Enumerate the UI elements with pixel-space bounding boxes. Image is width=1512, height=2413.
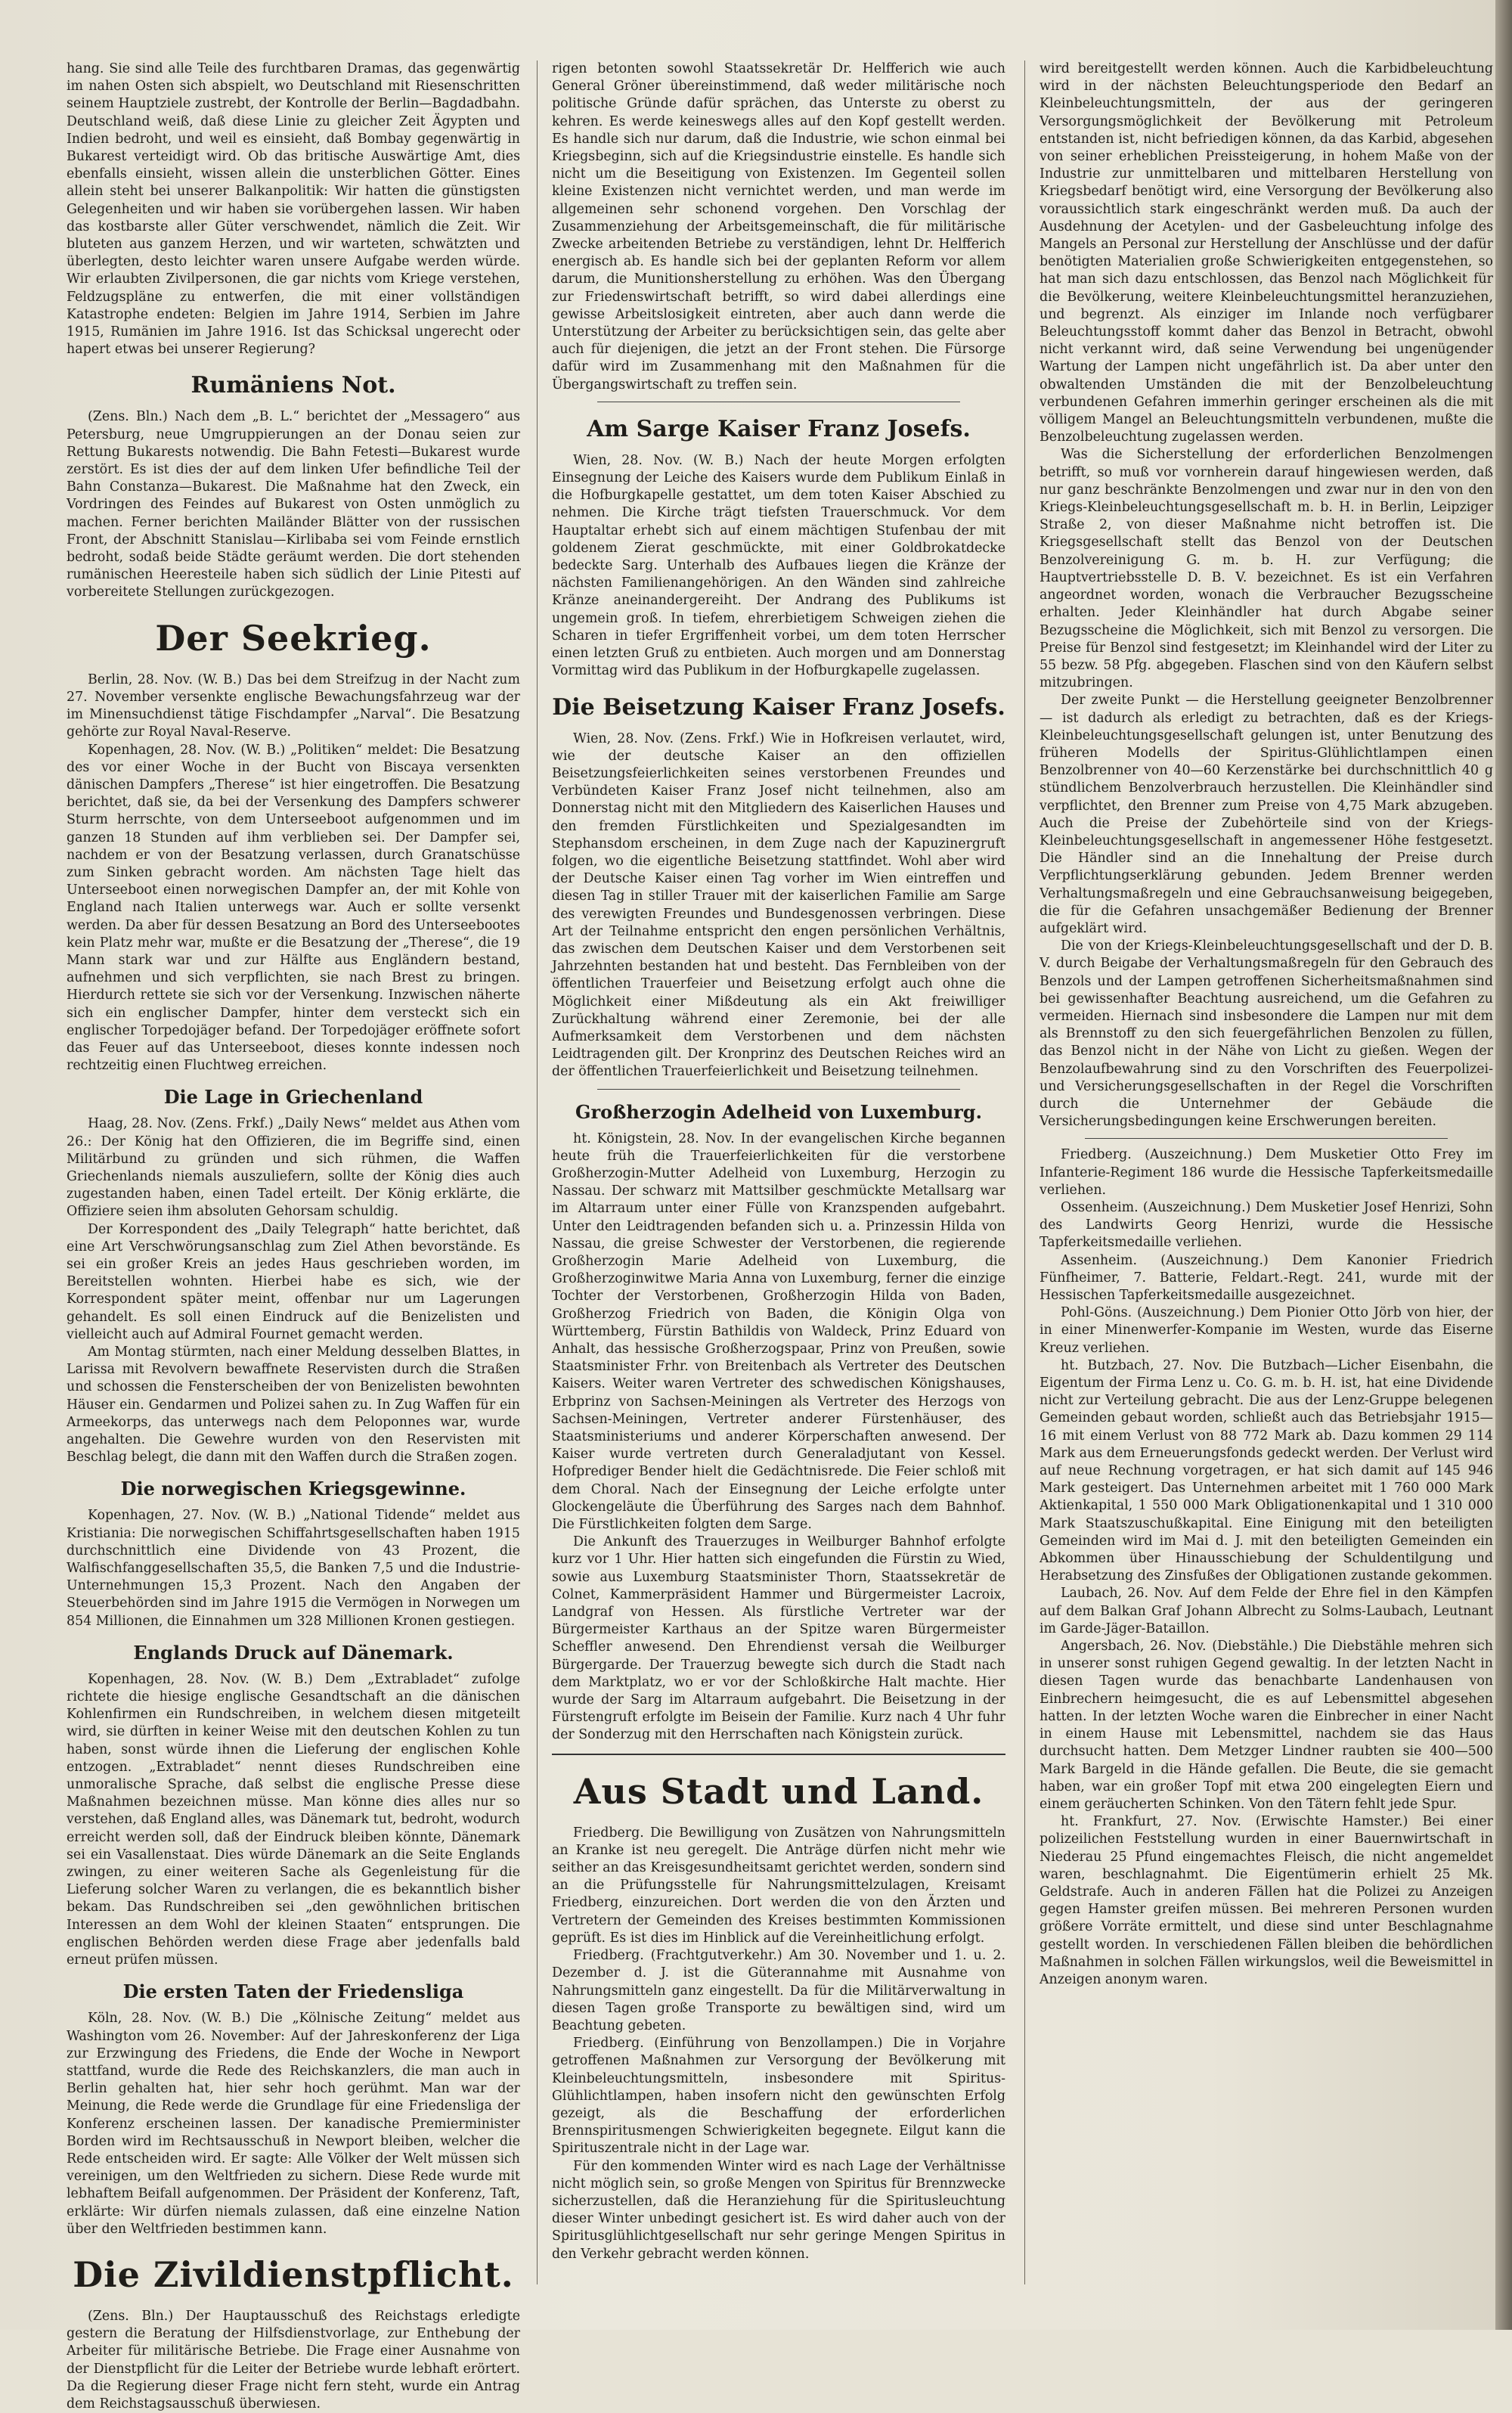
article-text: Wien, 28. Nov. (Zens. Frkf.) Wie in Hofkreisen verlautet, wird, wie der deutsche Kaiser an den offiziellen Beisetzungsfeierlichkeiten seines verstorbenen Freundes und Verbündeten Kaiser Franz Josef nicht teilnehmen, also am Donnerstag nicht mit den Mitgliedern des Kaiserlichen Hauses und den fremden Fürstlichkeiten und Spezialgesandten im Stephansdom erscheinen, in dem Zuge nach der Kapuzinergruft folgen, wo die eigentliche Beisetzung stattfindet. Wohl aber wird der Deutsche Kaiser einen Tag vorher im Wien eintreffen und diesen Tag in stiller Trauer mit der kaiserlichen Familie am Sarge des verewigten Freundes und Bundesgenossen verbringen. Diese Art der Teilnahme entspricht den engen persönlichen Verhältnis, das zwischen dem Deutschen Kaiser und dem Verstorbenen seit Jahrzehnten bestanden hat und besteht. Das Fernbleiben von der öffentlichen Trauerfeier und Beisetzung erfolgt auch ohne die Möglichkeit einer Mißdeutung als ein Akt freiwilliger Zurückhaltung während einer Zeremonie, bei der alle Aufmerksamkeit dem Verstorbenen und dem nächsten Leidtragenden gilt. Der Kronprinz des Deutschen Reiches wird an der öffentlichen Trauerfeierlichkeit und Beisetzung teilnehmen. <box>552 730 1005 1080</box>
article-text: ht. Königstein, 28. Nov. In der evangelischen Kirche begannen heute früh die Trauerfeierlichkeiten für die verstorbene Großherzogin-Mutter Adelheid von Luxemburg, Herzogin zu Nassau. Der schwarz mit Mattsilber geschmückte Metallsarg war im Altarraum unter einer Fülle von Kranzspenden aufgebahrt. Unter den Leidtragenden befanden sich u. a. Prinzessin Hilda von Nassau, die greise Schwester der Verstorbenen, die regierende Großherzogin Marie Adelheid von Luxemburg, die Großherzoginwitwe Maria Anna von Luxemburg, ferner die einzige Tochter der Verstorbenen, Großherzogin Hilda von Baden, Großherzog Friedrich von Baden, die Königin Olga von Württemberg, Fürstin Bathildis von Waldeck, Prinz Eduard von Anhalt, das hessische Großherzogspaar, Prinz von Preußen, sowie Staatsminister Frhr. von Breitenbach als Vertreter des Deutschen Kaisers. Weiter waren Vertreter des schwedischen Königshauses, Erbprinz von Sachsen-Meiningen als Vertreter des Herzogs von Sachsen-Meiningen, Vertreter anderer Fürstenhäuser, des Staatsministeriums und anderer Körperschaften anwesend. Der Kaiser wurde vertreten durch Generaladjutant von Kessel. Hofprediger Bender hielt die Gedächtnisrede. Die Feier schloß mit dem Choral. Nach der Einsegnung der Leiche erfolgte unter Glockengeläute die Überführung des Sarges nach dem Bahnhof. Die Fürstlichkeiten folgten dem Sarge. <box>552 1131 1005 1533</box>
divider <box>597 1089 960 1090</box>
column-rule-left <box>537 60 538 2284</box>
local-news-item: Assenheim. (Auszeichnung.) Dem Kanonier Friedrich Fünfheimer, 7. Batterie, Feldart.-Regt. 241, wurde mit der Hessischen Tapferkeitsmedaille ausgezeichnet. <box>1040 1252 1493 1304</box>
article-text: Der zweite Punkt — die Herstellung geeigneter Benzolbrenner — ist dadurch als erledigt zu betrachten, daß es der Kriegs-Kleinbeleuchtungsgesellschaft gelungen ist, unter Benutzung des früheren Modells der Spiritus-Glühlichtlampen einen Benzolbrenner von 40—60 Kerzenstärke bei durchschnittlich 40 g stündlichem Benzolverbrauch herzustellen. Die Kleinhändler sind verpflichtet, den Brenner zum Preise von 4,75 Mark abzugeben. Auch die Preise der Zubehörteile sind von der Kriegs-Kleinbeleuchtungsgesellschaft in angemessener Höhe festgesetzt. Die Händler sind an die Innehaltung der Preise durch Verpflichtungserklärung gebunden. Jedem Brenner werden Verhaltungsmaßregeln und eine Gebrauchsanweisung beigegeben, die für die Gefahren unsachgemäßer Bedienung der Brenner aufgeklärt wird. <box>1040 693 1493 936</box>
divider <box>1085 1138 1448 1139</box>
article-text: Für den kommenden Winter wird es nach Lage der Verhältnisse nicht möglich sein, so große Mengen von Spiritus für Brennzwecke sicherzustellen, daß die Heranziehung für die Spiritusleuchtung dieser Winter unbedingt gesichert ist. Es wird daher auch von der Spiritusglühlichtgesellschaft nur sehr geringe Mengen Spiritus in den Verkehr gebracht werden können. <box>552 2158 1005 2262</box>
local-news-item: Ossenheim. (Auszeichnung.) Dem Musketier Josef Henrizi, Sohn des Landwirts Georg Henrizi, wurde die Hessische Tapferkeitsmedaille verliehen. <box>1040 1200 1493 1251</box>
article-text: rigen betonten sowohl Staatssekretär Dr. Helfferich wie auch General Gröner übereinstimmend, daß weder militärische noch politische Gründe dafür sprächen, das Unterste zu oberst zu kehren. Es werde keineswegs alles auf den Kopf gestellt werden. Es handle sich nur darum, daß die Industrie, wie schon einmal bei Kriegsbeginn, sich auf die Kriegsindustrie einstelle. Es handle sich nicht um die Beseitigung von Existenzen. Im Gegenteil sollen kleine Existenzen nicht vernichtet werden, und man werde im allgemeinen sehr schonend vorgehen. Den Vorschlag der Zusammenziehung der Arbeitsgemeinschaft, die für militärische Zwecke arbeitenden Betriebe zu verständigen, lehnt Dr. Helfferich energisch ab. Es handle sich bei der geplanten Reform vor allem darum, die Munitionsherstellung zu erhöhen. Was den Übergang zur Friedenswirtschaft betrifft, so wird dabei allerdings eine gewisse Arbeitslosigkeit eintreten, aber auch dann werde die Unterstützung der Arbeiter zu berücksichtigen sein, das gelte aber auch für diejenigen, die jetzt an der Front stehen. Die Fürsorge dafür wird im Zusammenhang mit den Maßnahmen für die Übergangswirtschaft zu treffen sein. <box>552 61 1005 392</box>
article-text: Friedberg. Die Bewilligung von Zusätzen von Nahrungsmitteln an Kranke ist neu geregelt. Die Anträge dürfen nicht mehr wie seither an das Kreisgesundheitsamt gerichtet werden, sondern sind an die Prüfungsstelle für Nahrungsmittelzulagen, Kreisamt Friedberg, einzureichen. Dort werden die von den Ärzten und Vertretern der Gemeinden des Kreises bestimmten Kommissionen geprüft. Es ist dies im Hinblick auf die Vereinheitlichung erfolgt. <box>552 1825 1005 1946</box>
article-text: Die Ankunft des Trauerzuges in Weilburger Bahnhof erfolgte kurz vor 1 Uhr. Hier hatten sich eingefunden die Fürstin zu Wied, sowie aus Luxemburg Staatsminister Thorn, Staatssekretär de Colnet, Kammerpräsident Hammer und Bürgermeister Lacroix, Landgraf von Hessen. Als fürstliche Vertreter war der Bürgermeister Karthaus an der Spitze waren Bürgermeister Scheffler anwesend. Den Ehrendienst versah die Weilburger Bürgergarde. Der Trauerzug bewegte sich durch die Stadt nach dem Marktplatz, wo er vor der Schloßkirche Halt machte. Hier wurde der Sarg im Altarraum aufgebahrt. Die Beisetzung in der Fürstengruft erfolgte im Beisein der Familie. Kurz nach 4 Uhr fuhr der Sonderzug mit den Herrschaften nach Königstein zurück. <box>552 1534 1005 1743</box>
local-news-item: Laubach, 26. Nov. Auf dem Felde der Ehre fiel in den Kämpfen auf dem Balkan Graf Johann Albrecht zu Solms-Laubach, Leutnant im Garde-Jäger-Bataillon. <box>1040 1586 1493 1636</box>
article-text: Die von der Kriegs-Kleinbeleuchtungsgesellschaft und der D. B. V. durch Beigabe der Verhaltungsmaßregeln für den Gebrauch des Benzols und der Lampen getroffenen Sicherheitsmaßnahmen sind bei gewissenhafter Beachtung ausreichend, um die Gefahren zu vermeiden. Hiernach sind insbesondere die Lampen nur mit dem als Brennstoff zu den sich feuergefährlichen Benzolen zu füllen, das Benzol nicht in der Nähe von Licht zu gießen. Wegen der Benzolaufbewahrung sind zu den Vorschriften des Feuerpolizei- und Versicherungsgesellschaften in der Regel die Vorschriften durch die Unternehmer der Gebäude die Versicherungsbedingungen keine Erschwerungen bereiten. <box>1040 938 1493 1130</box>
local-news-item: ht. Frankfurt, 27. Nov. (Erwischte Hamster.) Bei einer polizeilichen Feststellung wurden in einer Bauernwirtschaft in Niederau 25 Pfund eingemachtes Fleisch, die nicht angemeldet waren, beschlagnahmt. Die Eigentümerin erhielt 25 Mk. Geldstrafe. Auch in anderen Fällen hat die Polizei zu Anzeigen gegen Hamster greifen müssen. Bei mehreren Personen wurden größere Vorräte ermittelt, und diese sind unter Beschlagnahme gestellt worden. In verschiedenen Fällen bleiben die behördlichen Maßnahmen in solchen Fällen wirkungslos, weil die Beweismittel in Anzeigen anonym waren. <box>1040 1814 1493 1987</box>
headline-norwegische-kriegsgewinne: Die norwegischen Kriegsgewinne. <box>120 1478 466 1500</box>
article-text: Köln, 28. Nov. (W. B.) Die „Kölnische Zeitung“ meldet aus Washington vom 26. November: Auf der Jahreskonferenz der Liga zur Erzwingung des Friedens, die Ende der Woche in Newport stattfand, wurde die Rede des Reichskanzlers, die man auch in Berlin gehalten hat, hier sehr hoch gerühmt. Man war der Meinung, die Rede werde die Grundlage für eine Friedensliga der Konferenz erscheinen lassen. Der kanadische Premierminister Borden wird im Rechtsausschuß in Newport bleiben, welcher die Rede entscheiden wird. Er sagte: Alle Völker der Welt müssen sich vereinigen, um den Weltfrieden zu sichern. Diese Rede wurde mit lebhaftem Beifall aufgenommen. Der Präsident der Konferenz, Taft, erklärte: Wir dürfen niemals zulassen, daß eine einzelne Nation über den Weltfrieden bestimmen kann. <box>67 2011 520 2237</box>
local-news-item: Pohl-Göns. (Auszeichnung.) Dem Pionier Otto Jörb von hier, der in einer Minenwerfer-Kompanie im Westen, wurde das Eiserne Kreuz verliehen. <box>1040 1305 1493 1356</box>
headline-zivildienstpflicht: Die Zivildienstpflicht. <box>73 2253 514 2295</box>
headline-rumaeniens-not: Rumäniens Not. <box>191 372 396 399</box>
headline-griechenland: Die Lage in Griechenland <box>163 1086 423 1109</box>
headline-aus-stadt-und-land: Aus Stadt und Land. <box>573 1770 984 1812</box>
headline-am-sarge: Am Sarge Kaiser Franz Josefs. <box>587 415 971 442</box>
article-text: Kopenhagen, 28. Nov. (W. B.) Dem „Extrabladet“ zufolge richtete die hiesige englische Gesandtschaft an die dänischen Kohlenfirmen ein Rundschreiben, in welchem diesen mitgeteilt wird, sie dürften in keiner Weise mit den deutschen Kohlen zu tun haben, sonst würde ihnen die Lieferung der englischen Kohle entzogen. „Extrabladet“ nennt dieses Rundschreiben eine unmoralische Sprache, daß selbst die englische Presse diese Maßnahmen bezeichnen müsse. Man könne dies alles nur so verstehen, daß England alles, was Dänemark tut, bedroht, wodurch erreicht werden soll, daß der Eindruck bleiben könnte, Dänemark sei ein Vasallenstaat. Dies würde Dänemark an die Seite Englands zwingen, zu einer weiteren Sache als Gegenleistung für die Lieferung solcher Waren zu verlangen, die es bekanntlich bisher bekam. Das Rundschreiben sei „den gewöhnlichen britischen Interessen an dem Wohl der kleinen Staaten“ entsprungen. Die englischen Behörden werden diese Frage aber jedenfalls bald erneut prüfen müssen. <box>67 1671 520 1968</box>
article-text: wird bereitgestellt werden können. Auch die Karbidbeleuchtung wird in der nächsten Beleuchtungsperiode den Bedarf an Kleinbeleuchtungsmitteln, der aus der geringeren Versorgungsmöglichkeit der Bevölkerung mit Petroleum entstanden ist, nicht befriedigen können, da das Karbid, abgesehen von seiner erheblichen Preissteigerung, in hohem Maße von der Industrie zur unmittelbaren und mittelbaren Herstellung von Kriegsbedarf benötigt wird, eine Versorgung der Bevölkerung also voraussichtlich stark eingeschränkt werden muß. Da auch der Ausdehnung der Acetylen- und der Gasbeleuchtung infolge des Mangels an Personal zur Herstellung der Anschlüsse und der dafür benötigten Materialien große Schwierigkeiten entgegenstehen, so hat man sich dazu entschlossen, das Benzol nach Möglichkeit für die Bevölkerung, weitere Kleinbeleuchtungsmittel heranzuziehen, und begrenzt. Als einziger im Inlande noch verfügbarer Beleuchtungsstoff kommt daher das Benzol in Betracht, obwohl nicht verkannt wird, daß seine Verwendung bei ungenügender Wartung der Lampen nicht ungefährlich ist. Da aber unter den obwaltenden Umständen die mit der Benzolbeleuchtung verbundenen Gefahren immerhin geringer erscheinen als die mit völligem Mangel an Beleuchtungsmitteln verbundenen, mußte die Benzolbeleuchtung zugelassen werden. <box>1040 61 1493 445</box>
article-text: Friedberg. (Frachtgutverkehr.) Am 30. November und 1. u. 2. Dezember d. J. ist die Güterannahme mit Ausnahme von Nahrungsmitteln ganz eingestellt. Da für die Militärverwaltung in diesen Tagen große Transporte zu bewältigen sind, wird um Beachtung gebeten. <box>552 1948 1005 2033</box>
article-text: Friedberg. (Einführung von Benzollampen.) Die in Vorjahre getroffenen Maßnahmen zur Versorgung der Bevölkerung mit Kleinbeleuchtungsmitteln, insbesondere mit Spiritus-Glühlichtlampen, haben insofern nicht den gewünschten Erfolg gezeigt, als die Beschaffung der erforderlichen Brennspiritusmengen Schwierigkeiten begegnete. Eilgut kann die Spirituszentrale nicht in der Lage war. <box>552 2036 1005 2157</box>
article-text: hang. Sie sind alle Teile des furchtbaren Dramas, das gegenwärtig im nahen Osten sich abspielt, wo Deutschland mit Riesenschritten seinem Hauptziele zustrebt, der Kontrolle der Berlin—Bagdadbahn. Deutschland weiß, daß diese Linie zu gleicher Zeit Ägypten und Indien bedroht, und weil es einsieht, daß Bombay gegenwärtig in Bukarest verteidigt wird. Ob das britische Auswärtige Amt, dies ebenfalls einsieht, wissen allein die unsterblichen Götter. Eines allein steht bei unserer Balkanpolitik: Wir hatten die günstigsten Gelegenheiten und wir haben sie vorübergehen lassen. Wir haben das kostbarste aller Güter verschwendet, nämlich die Zeit. Wir bluteten aus ganzem Herzen, und wir warteten, schwätzten und überlegten, desto leichter waren unsere Aufgabe werden würde. Wir erlaubten Zivilpersonen, die gar nichts vom Kriege verstehen, Feldzugspläne zu entwerfen, die mit einer vollständigen Katastrophe endeten: Belgien im Jahre 1914, Serbien im Jahre 1915, Rumänien im Jahre 1916. Ist das Schicksal ungerecht oder hapert etwas bei unserer Regierung? <box>67 61 520 358</box>
local-news-item: ht. Butzbach, 27. Nov. Die Butzbach—Licher Eisenbahn, die Eigentum der Firma Lenz u. Co. G. m. b. H. ist, hat eine Dividende nicht zur Verteilung gebracht. Die aus der Lenz-Gruppe belegenen Gemeinden gebaut worden, schließt auch das Betriebsjahr 1915—16 mit einem Verlust von 88 772 Mark ab. Dazu kommen 29 114 Mark aus dem Erneuerungsfonds gedeckt werden. Der Verlust wird auf neue Rechnung vorgetragen, er hat sich damit auf 145 946 Mark gesteigert. Das Unternehmen arbeitet mit 1 760 000 Mark Aktienkapital, 1 550 000 Mark Obligationenkapital und 1 310 000 Mark Staatszuschußkapital. Eine Einigung mit den beteiligten Gemeinden wird im Mai d. J. mit den beteiligten Gemeinden ein Abkommen über Hinausschiebung der Schuldentilgung und Herabsetzung des Zinsfußes der Obligationen zustande gekommen. <box>1040 1357 1493 1584</box>
local-news-item: Angersbach, 26. Nov. (Diebstähle.) Die Diebstähle mehren sich in unserer sonst ruhigen Gegend gewaltig. In der letzten Nacht in diesen Tagen wurde das benachbarte Landenhausen von Einbrechern heimgesucht, die es auf Lebensmittel abgesehen hatten. In der letzten Woche waren die Einbrecher in einer Nacht in einem Hause mit Lebensmittel, nachdem sie das Haus durchsucht hatten. Dem Metzger Lindner raubten sie 400—500 Mark Bargeld in die Hände gefallen. Die Beute, die sie gemacht haben, war ein großer Topf mit etwa 200 eingelegten Eiern und einem geräucherten Schinken. Von den Tätern fehlt jede Spur. <box>1040 1639 1493 1812</box>
article-text: Der Korrespondent des „Daily Telegraph“ hatte berichtet, daß eine Art Verschwörungsanschlag zum Ziel Athen bevorstände. Es sei ein großer Kreis an jedes Haus geschrieben worden, im Bereitstellen wohnten. Hierbei habe es sich, wie der Korrespondent später meint, offenbar nur um Lagerungen gehandelt. Es soll einen Eindruck auf die Benizelisten und vielleicht auch auf Admiral Fournet gemacht werden. <box>67 1221 520 1342</box>
column-3 <box>1040 60 1493 2288</box>
article-text: Was die Sicherstellung der erforderlichen Benzolmengen betrifft, so muß vor vornherein darauf hingewiesen werden, daß nur ganz beschränkte Benzolmengen und zwar nur in den von den Kriegs-Kleinbeleuchtungsgesellschaft m. b. H. in Berlin, Leipziger Straße 2, von dieser Maßnahme nicht betroffen ist. Die Kriegsgesellschaft stellt das Benzol von der Deutschen Benzolvereinigung G. m. b. H. zur Verfügung; die Hauptvertriebsstelle D. B. V. bezeichnet. Es ist ein Verfahren angeordnet worden, wonach die Verbraucher Bezugsscheine erhalten. Jeder Kleinhändler hat durch Abgabe seiner Bezugsscheine die Möglichkeit, sich mit Benzol zu versorgen. Die Preise für Benzol sind festgesetzt; im Kleinhandel wird der Liter zu 55 bezw. 58 Pfg. abgegeben. Flaschen sind von den Käufern selbst mitzubringen. <box>1040 447 1493 691</box>
headline-beisetzung: Die Beisetzung Kaiser Franz Josefs. <box>552 693 1005 721</box>
article-text: Am Montag stürmten, nach einer Meldung desselben Blattes, in Larissa mit Revolvern bewaffnete Reservisten durch die Straßen und schossen die Fensterscheiben der von Benizelisten bewohnten Häuser ein. Gendarmen und Polizei sahen zu. In Zug Waffen für ein Armeekorps, das unterwegs nach dem Peloponnes war, wurde angehalten. Die Gewehre wurden von den Reservisten mit Beschlag belegt, die dann mit den Waffen durch die Straßen zogen. <box>67 1345 520 1465</box>
article-text: Wien, 28. Nov. (W. B.) Nach der heute Morgen erfolgten Einsegnung der Leiche des Kaisers wurde dem Publikum Einlaß in die Hofburgkapelle gestattet, um dem toten Kaiser Abschied zu nehmen. Die Kirche trägt tiefsten Trauerschmuck. Vor dem Hauptaltar erhebt sich auf einem mächtigen Stufenbau der mit goldenem Zierat geschmückte, mit einer Goldbrokatdecke bedeckte Sarg. Unterhalb des Aufbaues liegen die Kränze der nächsten Familienangehörigen. An den Wänden sind zahlreiche Kränze aneinandergereiht. Der Andrang des Publikums ist ungemein groß. In tiefem, ehrerbietigem Schweigen ziehen die Scharen in tiefer Ergriffenheit vorbei, um dem toten Herrscher einen letzten Gruß zu entbieten. Auch morgen und am Donnerstag Vormittag wird das Publikum in der Hofburgkapelle zugelassen. <box>552 452 1005 679</box>
article-text: Berlin, 28. Nov. (W. B.) Das bei dem Streifzug in der Nacht zum 27. November versenkte englische Bewachungsfahrzeug war der im Minensuchdienst tätige Fischdampfer „Narval“. Die Besatzung gehörte zur Royal Naval-Reserve. <box>67 671 520 740</box>
local-news-item: Friedberg. (Auszeichnung.) Dem Musketier Otto Frey im Infanterie-Regiment 186 wurde die Hessische Tapferkeitsmedaille verliehen. <box>1040 1147 1493 1198</box>
headline-grossherzogin-adelheid: Großherzogin Adelheid von Luxemburg. <box>575 1100 982 1123</box>
article-text: Kopenhagen, 27. Nov. (W. B.) „National Tidende“ meldet aus Kristiania: Die norwegischen Schiffahrtsgesellschaften haben 1915 durchschnittlich eine Dividende von 43 Prozent, die Walfischfanggesellschaften 35,5, die Banken 7,5 und die Industrie-Unternehmungen 15,3 Prozent. Nach den Angaben der Steuerbehörden sind im Jahre 1915 die Vermögen in Norwegen um 854 Millionen, die Einnahmen um 328 Millionen Kronen gestiegen. <box>67 1508 520 1629</box>
headline-seekrieg: Der Seekrieg. <box>155 617 432 659</box>
page-edge-shadow <box>1495 0 1512 2330</box>
article-text: (Zens. Bln.) Nach dem „B. L.“ berichtet der „Messagero“ aus Petersburg, neue Umgruppierungen an der Donau seien zur Rettung Bukarests notwendig. Die Bahn Fetesti—Bukarest wurde zerstört. Es ist dies der auf dem linken Ufer befindliche Teil der Bahn Constanza—Bukarest. Die Maßnahme hat den Zweck, ein Vordringen des Feindes auf Bukarest von Osten unmöglich zu machen. Ferner berichten Mailänder Blätter von der russischen Front, der Abschnitt Stanislau—Kirlibaba sei vom Feinde ernstlich bedroht, sodaß beide Städte geräumt werden. Die dort stehenden rumänischen Heeresteile haben sich südlich der Linie Pitesti auf vorbereitete Stellungen zurückgezogen. <box>67 409 520 600</box>
column-2 <box>552 60 1005 2288</box>
article-text: Haag, 28. Nov. (Zens. Frkf.) „Daily News“ meldet aus Athen vom 26.: Der König hat den Offizieren, die im Begriffe sind, einen Militärbund zu gründen und sich rühmen, die Waffen Griechenlands niemals auszuliefern, sollte der König dies auch zugestanden haben, einen Tadel erteilt. Der König erklärte, die Offiziere seien ihm absoluten Gehorsam schuldig. <box>67 1116 520 1220</box>
article-text: Kopenhagen, 28. Nov. (W. B.) „Politiken“ meldet: Die Besatzung des vor einer Woche in der Bucht von Biscaya versenkten dänischen Dampfers „Therese“ ist hier eingetroffen. Die Besatzung berichtet, daß sie, da bei der Versenkung des Dampfers schwerer Sturm herrschte, von dem Unterseeboot aufgenommen und im ganzen 18 Stunden auf ihm verblieben sei. Der Dampfer sei, nachdem er von der Besatzung verlassen, durch Granatschüsse zum Sinken gebracht worden. Am nächsten Tage hielt das Unterseeboot einen norwegischen Dampfer an, der mit Kohle von England nach Italien unterwegs war. Auch er sollte versenkt werden. Da aber für dessen Besatzung an Bord des Unterseebootes kein Platz mehr war, mußte er die Besatzung der „Therese“, die 19 Mann stark war und zur Hälfte aus Engländern bestand, aufnehmen und sich verpflichten, sie nach Brest zu bringen. Hierdurch rettete sie sich vor der Versenkung. Inzwischen näherte sich ein englischer Dampfer, hinter dem versteckt sich ein englischer Torpedojäger befand. Der Torpedojäger eröffnete sofort das Feuer auf das Unterseeboot, dieses konnte indessen noch rechtzeitig einen Fluchtweg erreichen. <box>67 742 520 1074</box>
column-rule-right <box>1024 60 1025 2284</box>
section-divider <box>552 1754 1005 1755</box>
headline-friedensliga: Die ersten Taten der Friedensliga <box>122 1980 464 2003</box>
column-1 <box>67 60 520 2411</box>
article-text: (Zens. Bln.) Der Hauptausschuß des Reichstags erledigte gestern die Beratung der Hilfsdienstvorlage, zur Enthebung der Arbeiter für militärische Betriebe. Die Frage einer Ausnahme von der Dienstpflicht für die Leiter der Betriebe wurde lebhaft erörtert. Da die Regierung dieser Frage nicht fern steht, wurde ein Antrag dem Reichstagsausschuß überwiesen. <box>67 2308 520 2411</box>
headline-englands-druck: Englands Druck auf Dänemark. <box>133 1641 454 1664</box>
